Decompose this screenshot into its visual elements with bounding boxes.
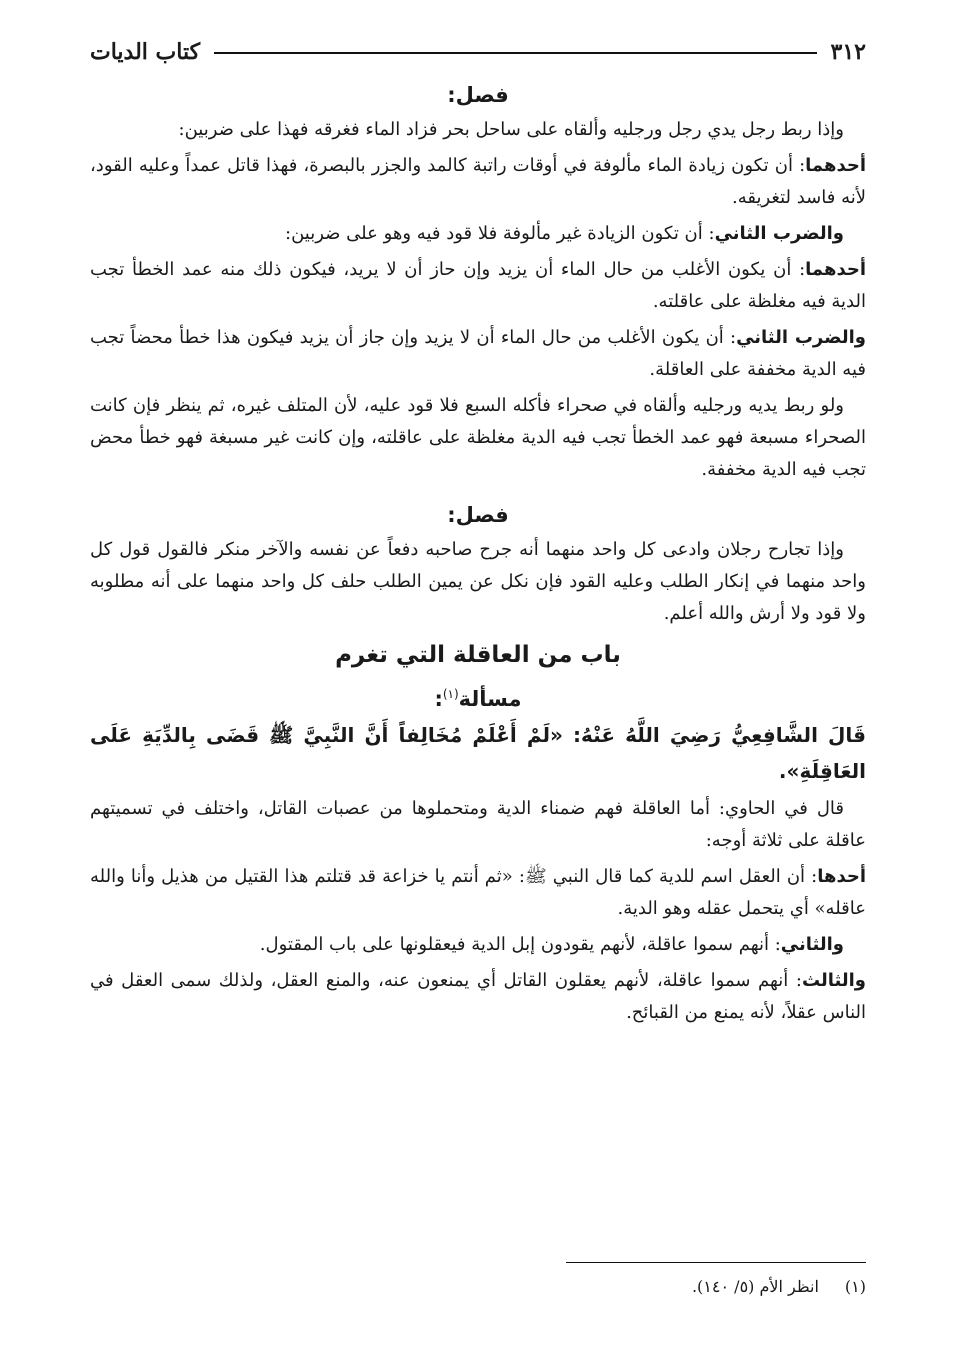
- footnote-marker: (١): [442, 687, 459, 701]
- section-heading: فصل:: [447, 83, 509, 107]
- paragraph-text: : أن العقل اسم للدية كما قال النبي ﷺ: «ثم أنتم يا خزاعة قد قتلتم هذا القتيل من هذيل وأنا والله عاقله» أي يتحمل عقله وهو الدية.: [90, 866, 866, 919]
- paragraph-text: : أن تكون الزيادة غير مألوفة فلا قود فيه وهو على ضربين:: [285, 223, 715, 244]
- footnote-text: انظر الأم (٥/ ١٤٠).: [691, 1277, 819, 1296]
- paragraph-text: : أن يكون الأغلب من حال الماء أن يزيد وإن حاز أن لا يريد، فيكون ذلك منه عمد الخطأ تجب الدية فيه مغلظة على عاقلته.: [90, 259, 866, 312]
- page-number: ٣١٢: [830, 39, 866, 65]
- paragraph: وإذا ربط رجل يدي رجل ورجليه وألقاه على ساحل بحر فزاد الماء فغرقه فهذا على ضربين:: [178, 119, 844, 140]
- paragraph-label: والضرب الثاني: [736, 327, 866, 348]
- shafii-quote: قَالَ الشَّافِعِيُّ رَضِيَ اللَّهُ عَنْهُ: «لَمْ أَعْلَمْ مُخَالِفاً أَنَّ النَّبِيَّ ﷺ قَضَى بِالدِّيَةِ عَلَى العَاقِلَةِ».: [90, 723, 866, 783]
- paragraph-label: والضرب الثاني: [714, 223, 844, 244]
- book-page: [90, 30, 866, 1350]
- paragraph: ولو ربط يديه ورجليه وألقاه في صحراء فأكله السبع فلا قود عليه، لأن المتلف غيره، ثم ينظر فإن كانت الصحراء مسبعة فهو عمد الخطأ تجب فيه الدية مغلظة على عاقلته، وإن كانت غير مسبغة فهو خطأ محض تجب فيه الدية مخففة.: [90, 395, 866, 480]
- footnote-number: (١): [844, 1277, 866, 1296]
- paragraph: [90, 322, 866, 386]
- paragraph-text: : أن تكون زيادة الماء مألوفة في أوقات راتبة كالمد والجزر بالبصرة، فهذا قاتل عمداً وعليه القود، لأنه فاسد لتغريقه.: [90, 155, 866, 208]
- paragraph-label: والثاني: [780, 934, 844, 955]
- paragraph-text: : أن يكون الأغلب من حال الماء أن لا يزيد وإن جاز أن يزيد فيكون هذا خطأ محضاً تجب فيه الدية مخففة على العاقلة.: [90, 327, 866, 380]
- paragraph-label: أحدها: [817, 866, 866, 887]
- section-heading: فصل:: [447, 503, 509, 527]
- section-fasl-1: [90, 80, 866, 486]
- masala-colon: :: [434, 687, 443, 711]
- paragraph: [90, 254, 866, 318]
- paragraph: [90, 965, 866, 1029]
- paragraph-label: أحدهما: [805, 259, 866, 280]
- paragraph: [90, 150, 866, 214]
- header-rule: [214, 52, 816, 54]
- section-fasl-2: [90, 500, 866, 630]
- masala-label: مسألة: [458, 687, 522, 711]
- paragraph: وإذا تجارح رجلان وادعى كل واحد منهما أنه جرح صاحبه دفعاً عن نفسه والآخر منكر فالقول قول كل واحد منهما في إنكار الطلب وعليه القود فإن نكل عن يمين الطلب حلف كل واحد منهما على أنه مطلوبه ولا قود ولا أرش والله أعلم.: [90, 539, 866, 624]
- running-header: [90, 30, 866, 66]
- paragraph-text: : أنهم سموا عاقلة، لأنهم يعقلون القاتل أي يمنعون عنه، والمنع العقل، ولذلك سمى العقل في الناس عقلاً، لأنه يمنع من القبائح.: [90, 970, 866, 1023]
- paragraph: قال في الحاوي: أما العاقلة فهم ضمناء الدية ومتحملوها من عصبات القاتل، واختلف في تسميتهم عاقلة على ثلاثة أوجه:: [90, 798, 866, 851]
- footnote-divider: [566, 1262, 866, 1263]
- masala-heading: [90, 678, 866, 715]
- book-title: كتاب الديات: [90, 39, 201, 65]
- paragraph: [90, 929, 866, 961]
- paragraph: [90, 218, 866, 250]
- paragraph: [90, 861, 866, 925]
- chapter-aqila: [90, 638, 866, 1029]
- paragraph-label: أحدهما: [805, 155, 866, 176]
- paragraph-text: : أنهم سموا عاقلة، لأنهم يقودون إبل الدية فيعقلونها على باب المقتول.: [259, 934, 781, 955]
- paragraph-label: والثالث: [801, 970, 866, 991]
- chapter-heading: باب من العاقلة التي تغرم: [335, 642, 621, 668]
- footnote: [692, 1274, 866, 1300]
